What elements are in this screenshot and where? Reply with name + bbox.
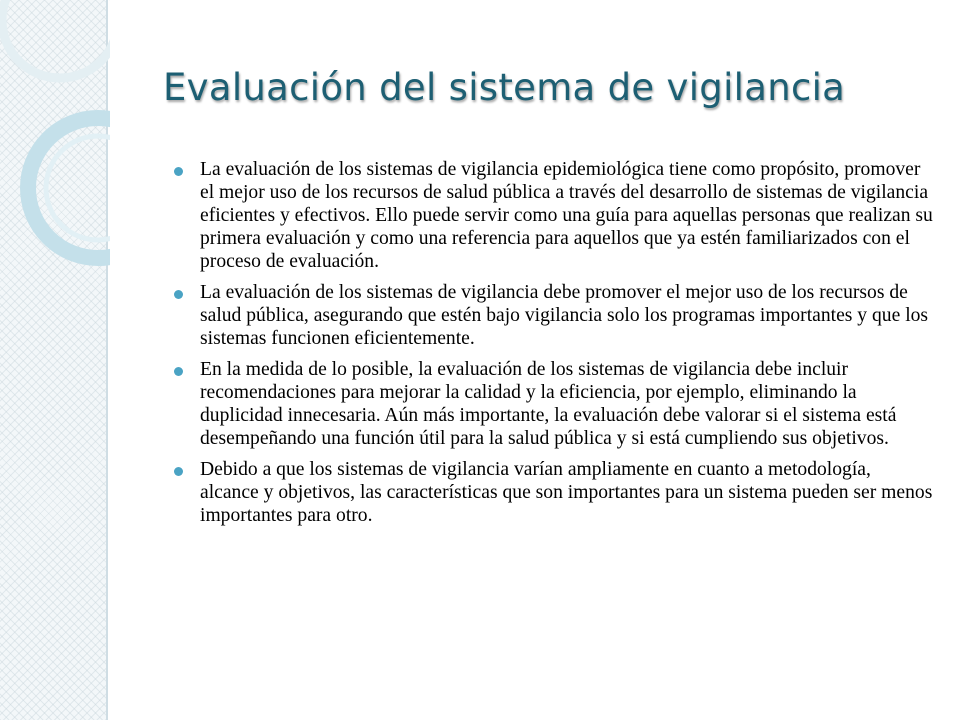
bullet-item	[174, 158, 934, 273]
decor-circle-large	[28, 118, 110, 258]
bullet-dot-icon	[174, 467, 183, 476]
bullet-text: Debido a que los sistemas de vigilancia varían ampliamente en cuanto a metodología, alcance y objetivos, las características que son importantes para un sistema pueden ser menos importantes para otro.	[200, 459, 933, 526]
bullet-text: La evaluación de los sistemas de vigilancia epidemiológica tiene como propósito, promover el mejor uso de los recursos de salud pública a través del desarrollo de sistemas de vigilancia eficientes y efectivos. Ello puede servir como una guía para aquellas personas que realizan su primera evaluación y como una referencia para aquellos que ya estén familiarizados con el proceso de evaluación.	[200, 159, 933, 272]
bullet-list	[174, 158, 934, 535]
decorative-circles	[0, 0, 110, 300]
decor-circle-top	[2, 0, 110, 78]
bullet-item	[174, 281, 934, 350]
bullet-dot-icon	[174, 367, 183, 376]
slide-title: Evaluación del sistema de vigilancia	[163, 66, 846, 109]
decor-circle-inner	[46, 136, 110, 240]
bullet-item	[174, 458, 934, 527]
bullet-dot-icon	[174, 290, 183, 299]
bullet-text: La evaluación de los sistemas de vigilancia debe promover el mejor uso de los recursos de salud pública, asegurando que estén bajo vigilancia solo los programas importantes y que los sistemas funcionen eficientemente.	[200, 282, 929, 349]
bullet-item	[174, 358, 934, 450]
bullet-text: En la medida de lo posible, la evaluación de los sistemas de vigilancia debe incluir recomendaciones para mejorar la calidad y la eficiencia, por ejemplo, eliminando la duplicidad innecesaria. Aún más importante, la evaluación debe valorar si el sistema está desempeñando una función útil para la salud pública y si está cumpliendo sus objetivos.	[200, 359, 897, 449]
bullet-dot-icon	[174, 167, 183, 176]
